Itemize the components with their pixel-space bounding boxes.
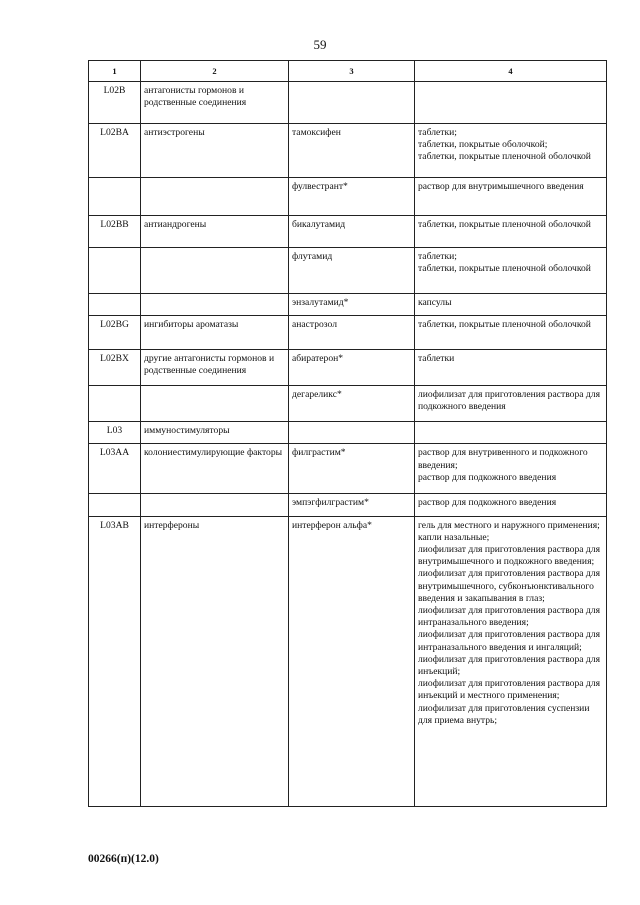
code-cell: L03	[89, 422, 141, 444]
table-row	[89, 516, 607, 806]
table-row	[89, 82, 607, 124]
table-row	[89, 350, 607, 386]
drug-cell: эмпэгфилграстим*	[289, 494, 415, 516]
dosage-form-cell: раствор для внутривенного и подкожного введения; раствор для подкожного введения	[415, 444, 607, 494]
column-header: 4	[415, 61, 607, 82]
table-row	[89, 444, 607, 494]
drug-cell: абиратерон*	[289, 350, 415, 386]
table-body	[89, 82, 607, 807]
code-cell	[89, 294, 141, 316]
dosage-form-cell: лиофилизат для приготовления раствора для подкожного введения	[415, 386, 607, 422]
code-cell: L02BG	[89, 316, 141, 350]
column-header: 2	[141, 61, 289, 82]
drug-cell: флутамид	[289, 248, 415, 294]
code-cell: L02B	[89, 82, 141, 124]
group-cell: иммуностимуляторы	[141, 422, 289, 444]
page-number: 59	[313, 37, 327, 52]
drug-cell	[289, 82, 415, 124]
drug-cell: анастрозол	[289, 316, 415, 350]
dosage-form-cell	[415, 422, 607, 444]
drug-cell	[289, 422, 415, 444]
drug-table	[88, 60, 607, 807]
dosage-form-cell: капсулы	[415, 294, 607, 316]
table-header-row	[89, 61, 607, 82]
drug-cell: филграстим*	[289, 444, 415, 494]
drug-cell: дегареликс*	[289, 386, 415, 422]
table-row	[89, 386, 607, 422]
code-cell	[89, 178, 141, 216]
code-cell	[89, 386, 141, 422]
table-row	[89, 216, 607, 248]
column-header: 3	[289, 61, 415, 82]
group-cell	[141, 178, 289, 216]
drug-cell: интерферон альфа*	[289, 516, 415, 806]
dosage-form-cell: таблетки, покрытые пленочной оболочкой	[415, 216, 607, 248]
table-row	[89, 494, 607, 516]
dosage-form-cell: таблетки; таблетки, покрытые оболочкой; таблетки, покрытые пленочной оболочкой	[415, 124, 607, 178]
group-cell: колониестимулирующие факторы	[141, 444, 289, 494]
code-cell: L03AB	[89, 516, 141, 806]
dosage-form-cell: таблетки	[415, 350, 607, 386]
code-cell	[89, 494, 141, 516]
dosage-form-cell: раствор для внутримышечного введения	[415, 178, 607, 216]
column-header: 1	[89, 61, 141, 82]
group-cell	[141, 386, 289, 422]
table-row	[89, 422, 607, 444]
code-cell: L02BB	[89, 216, 141, 248]
group-cell: ингибиторы ароматазы	[141, 316, 289, 350]
document-code: 00266(п)(12.0)	[88, 853, 159, 865]
group-cell	[141, 494, 289, 516]
dosage-form-cell: гель для местного и наружного применения; капли назальные; лиофилизат для приготовления раствора для внутримышечного и подкожного введения; лиофилизат для приготовления раствора для внутримышечного, субконъюнктивального введения и закапывания в глаз; лиофилизат для приготовления раствора для интраназального введения; лиофилизат для приготовления раствора для интраназального введения и ингаляций; лиофилизат для приготовления раствора для инъекций; лиофилизат для приготовления раствора для инъекций и местного применения; лиофилизат для приготовления суспензии для приема внутрь;	[415, 516, 607, 806]
table-row	[89, 178, 607, 216]
group-cell: антиандрогены	[141, 216, 289, 248]
group-cell	[141, 248, 289, 294]
table-row	[89, 124, 607, 178]
drug-cell: энзалутамид*	[289, 294, 415, 316]
code-cell	[89, 248, 141, 294]
dosage-form-cell	[415, 82, 607, 124]
table-row	[89, 316, 607, 350]
dosage-form-cell: таблетки, покрытые пленочной оболочкой	[415, 316, 607, 350]
group-cell: антагонисты гормонов и родственные соединения	[141, 82, 289, 124]
drug-cell: фулвестрант*	[289, 178, 415, 216]
dosage-form-cell: раствор для подкожного введения	[415, 494, 607, 516]
table-row	[89, 294, 607, 316]
drug-cell: тамоксифен	[289, 124, 415, 178]
drug-cell: бикалутамид	[289, 216, 415, 248]
group-cell: интерфероны	[141, 516, 289, 806]
dosage-form-cell: таблетки; таблетки, покрытые пленочной оболочкой	[415, 248, 607, 294]
table-row	[89, 248, 607, 294]
group-cell: другие антагонисты гормонов и родственные соединения	[141, 350, 289, 386]
code-cell: L02BX	[89, 350, 141, 386]
group-cell	[141, 294, 289, 316]
code-cell: L02BA	[89, 124, 141, 178]
group-cell: антиэстрогены	[141, 124, 289, 178]
code-cell: L03AA	[89, 444, 141, 494]
